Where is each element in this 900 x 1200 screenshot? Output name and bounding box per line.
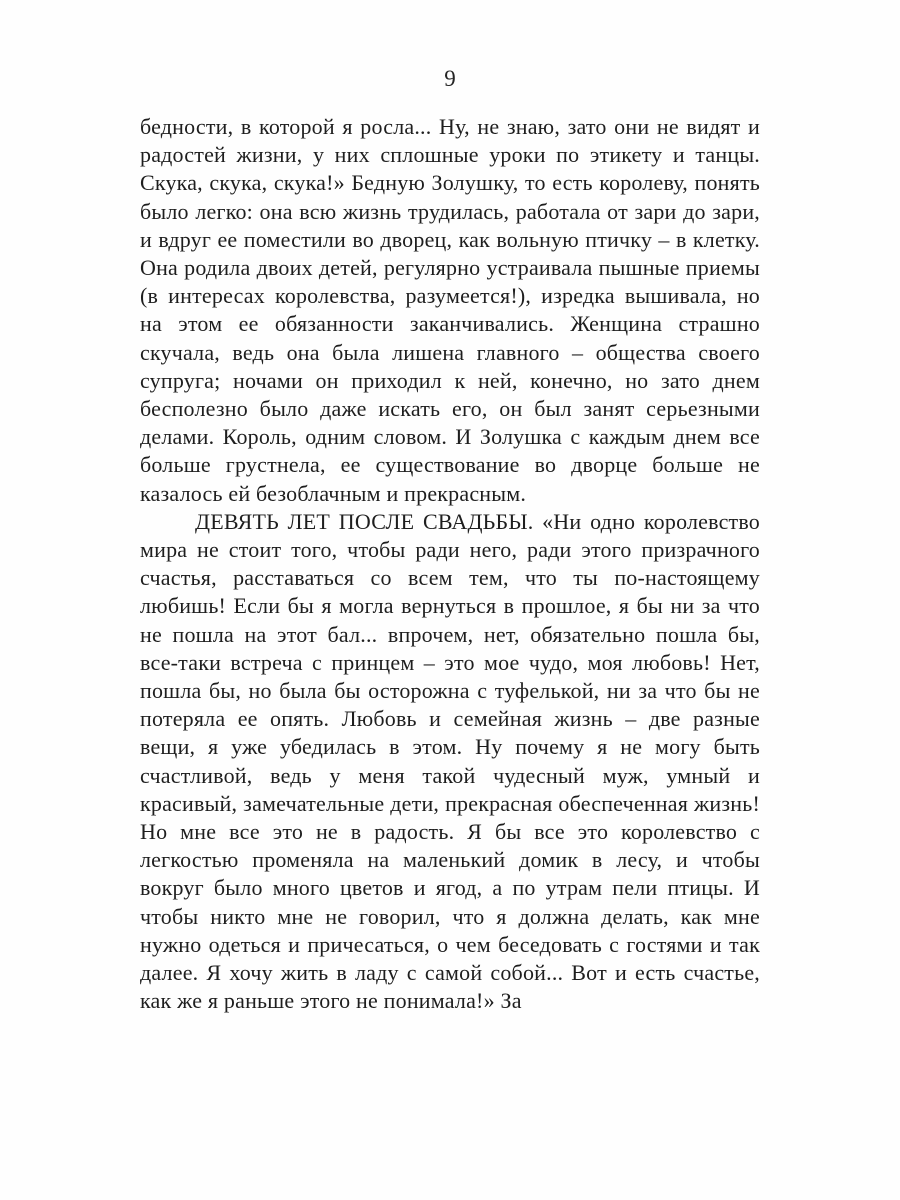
body-text-block [140,113,760,1016]
paragraph-continuation: бедности, в которой я росла... Ну, не знаю, зато они не видят и радостей жизни, у них сплошные уроки по этикету и танцы. Скука, скука, скука!» Бедную Золушку, то есть королеву, понять было легко: она всю жизнь трудилась, работала от зари до зари, и вдруг ее поместили во дворец, как вольную птичку – в клетку. Она родила двоих детей, регулярно устраивала пышные приемы (в интересах королевства, разумеется!), изредка вышивала, но на этом ее обязанности заканчивались. Женщина страшно скучала, ведь она была лишена главного – общества своего супруга; ночами он приходил к ней, конечно, но зато днем бесполезно было даже искать его, он был занят серьезными делами. Король, одним словом. И Золушка с каждым днем все больше грустнела, ее существование во дворце больше не казалось ей безоблачным и прекрасным. [140,114,760,506]
paragraph-nine-years-after-wedding: ДЕВЯТЬ ЛЕТ ПОСЛЕ СВАДЬБЫ. «Ни одно королевство мира не стоит того, чтобы ради него, ради этого призрачного счастья, расставаться со всем тем, что ты по-настоящему любишь! Если бы я могла вернуться в прошлое, я бы ни за что не пошла на этот бал... впрочем, нет, обязательно пошла бы, все-таки встреча с принцем – это мое чудо, моя любовь! Нет, пошла бы, но была бы осторожна с туфелькой, ни за что бы не потеряла ее опять. Любовь и семейная жизнь – две разные вещи, я уже убедилась в этом. Ну почему я не могу быть счастливой, ведь у меня такой чудесный муж, умный и красивый, замечательные дети, прекрасная обеспеченная жизнь! Но мне все это не в радость. Я бы все это королевство с легкостью променяла на маленький домик в лесу, и чтобы вокруг было много цветов и ягод, а по утрам пели птицы. И чтобы никто мне не говорил, что я должна делать, как мне нужно одеться и причесаться, о чем беседовать с гостями и так далее. Я хочу жить в ладу с самой собой... Вот и есть счастье, как же я раньше этого не понимала!» За [140,508,760,1014]
page-number: 9 [444,66,456,91]
